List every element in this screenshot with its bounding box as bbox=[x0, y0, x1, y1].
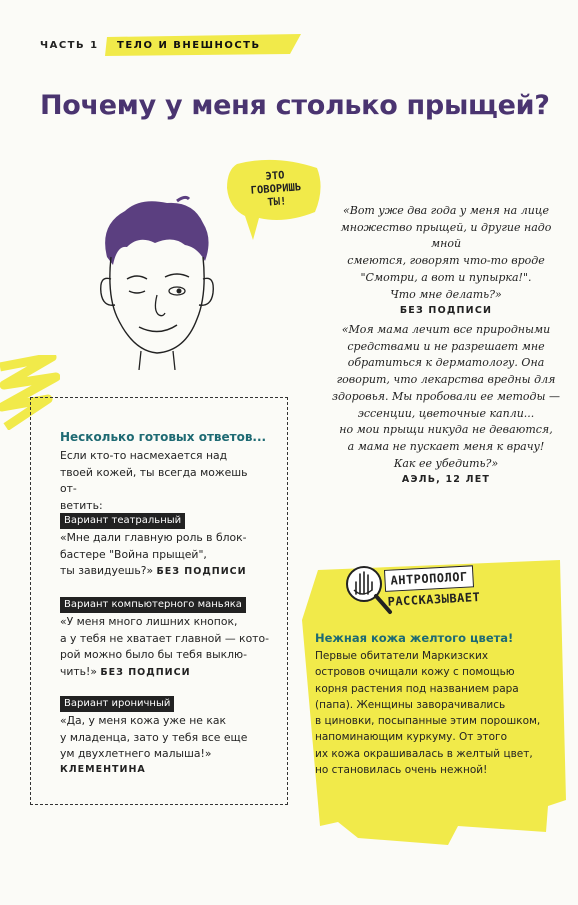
heading-line-1: АНТРОПОЛОГ bbox=[384, 565, 474, 592]
body-line: напоминающим куркуму. От этого bbox=[315, 731, 507, 744]
page-title: Почему у меня столько прыщей? bbox=[40, 90, 550, 121]
quote-line: «Вот уже два года у меня на лице bbox=[343, 204, 549, 217]
quote-line: «Моя мама лечит все природными bbox=[341, 323, 551, 336]
quote-line: "Смотри, а вот и пупырка!". bbox=[360, 270, 532, 284]
winking-boy-illustration bbox=[85, 195, 225, 370]
quote-line: смеются, говорят что-то вроде bbox=[347, 254, 545, 268]
variant-label-ironic: Вариант ироничный bbox=[60, 696, 174, 712]
quote-line: Что мне делать?» bbox=[390, 287, 502, 301]
variant-line: «У меня много лишних кнопок, bbox=[60, 615, 238, 628]
quote-line: эссенции, цветочные капли... bbox=[357, 406, 535, 420]
variant-text-ironic bbox=[60, 713, 274, 778]
section-title: ТЕЛО И ВНЕШНОСТЬ bbox=[117, 40, 261, 51]
quote-line: а мама не пускает меня к врачу! bbox=[347, 440, 545, 454]
body-line: их кожа окрашивалась в желтый цвет, bbox=[315, 747, 533, 760]
variant-last-line bbox=[60, 664, 274, 681]
variant-line: ум двухлетнего малыша!» bbox=[60, 747, 212, 761]
quote-line: Как ее убедить?» bbox=[393, 456, 499, 470]
variant-signature: КЛЕМЕНТИНА bbox=[60, 764, 146, 776]
body-line: в циновки, посыпанные этим порошком, bbox=[315, 715, 541, 728]
variant-line: «Мне дали главную роль в блок- bbox=[60, 531, 247, 544]
variant-line: чить!» bbox=[60, 665, 97, 679]
variant-line: рой можно было бы тебя выклю- bbox=[60, 648, 248, 662]
bubble-text bbox=[239, 168, 314, 212]
ready-answers-title: Несколько готовых ответов... bbox=[60, 430, 267, 444]
variant-label-theatrical: Вариант театральный bbox=[60, 513, 185, 529]
reader-quote-1 bbox=[330, 203, 562, 319]
body-line: (папа). Женщины заворачивались bbox=[315, 698, 506, 711]
body-line: но становилась очень нежной! bbox=[315, 763, 488, 776]
variant-text-computer bbox=[60, 614, 274, 681]
quote-line: но мои прыщи никуда не деваются, bbox=[339, 423, 553, 437]
variant-label-computer: Вариант компьютерного маньяка bbox=[60, 597, 246, 613]
quote-author: БЕЗ ПОДПИСИ bbox=[399, 305, 493, 317]
ready-answers-intro bbox=[60, 448, 265, 515]
quote-line: говорит, что лекарства вредны для bbox=[336, 373, 556, 387]
body-line: корня растения под названием рара bbox=[315, 682, 519, 695]
quote-line: средствами и не разрешает мне bbox=[347, 339, 545, 353]
quote-author: АЭЛЬ, 12 ЛЕТ bbox=[401, 474, 491, 486]
variant-line: а у тебя не хватает главной — кото- bbox=[60, 631, 269, 645]
variant-signature: БЕЗ ПОДПИСИ bbox=[156, 566, 247, 578]
intro-line: Если кто-то насмехается над bbox=[60, 449, 228, 462]
body-line: островов очищали кожу с помощью bbox=[315, 666, 515, 679]
intro-line: ветить: bbox=[60, 499, 103, 513]
intro-line: твоей кожей, ты всегда можешь от- bbox=[60, 465, 248, 496]
variant-line: бастере "Война прыщей", bbox=[60, 547, 207, 561]
section-tag bbox=[105, 34, 303, 56]
bubble-line: ТЫ! bbox=[266, 195, 287, 209]
quote-line: обратиться к дерматологу. Она bbox=[347, 356, 545, 370]
heading-line-2: РАССКАЗЫВАЕТ bbox=[387, 590, 481, 610]
body-line: Первые обитатели Маркизских bbox=[315, 650, 489, 662]
quote-line: множество прыщей, и другие надо мной bbox=[340, 220, 552, 251]
bubble-line: ЭТО bbox=[265, 169, 285, 183]
reader-quote-2 bbox=[330, 322, 562, 488]
bubble-line: ГОВОРИШЬ bbox=[250, 181, 302, 197]
anthropologist-subtitle: Нежная кожа желтого цвета! bbox=[315, 631, 514, 645]
variant-signature: БЕЗ ПОДПИСИ bbox=[100, 667, 191, 679]
part-label: ЧАСТЬ 1 bbox=[40, 40, 99, 51]
anthropologist-body bbox=[315, 648, 555, 778]
variant-line: «Да, у меня кожа уже не как bbox=[60, 714, 227, 727]
variant-text-theatrical bbox=[60, 530, 274, 580]
variant-line: у младенца, зато у тебя все еще bbox=[60, 730, 248, 744]
quote-line: здоровья. Мы пробовали ее методы — bbox=[332, 389, 560, 403]
anthropologist-heading bbox=[384, 562, 536, 613]
variant-line: ты завидуешь?» bbox=[60, 564, 154, 578]
variant-last-line bbox=[60, 563, 274, 580]
